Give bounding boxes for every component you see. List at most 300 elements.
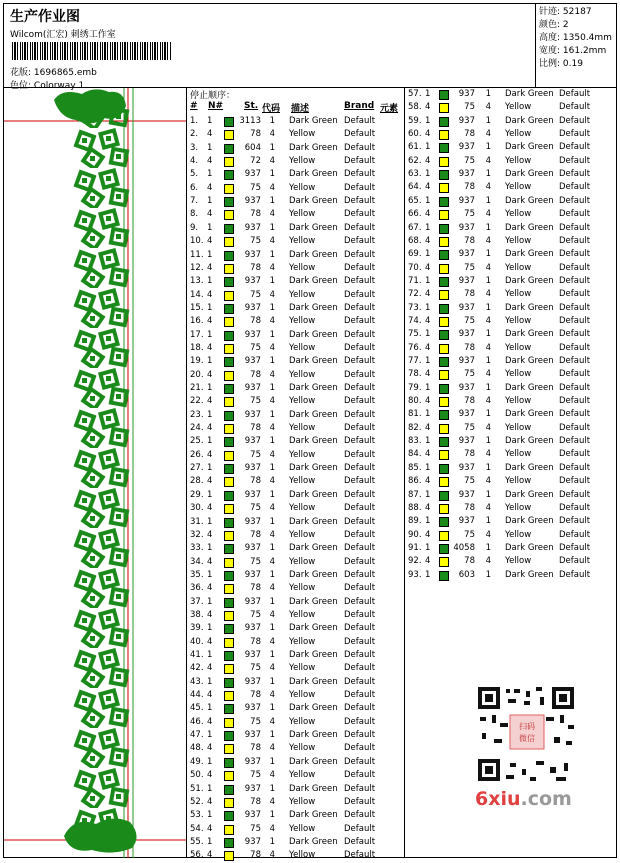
- needle-number: 1: [207, 409, 213, 420]
- brand: Default: [344, 329, 376, 340]
- color-code: 4: [269, 129, 275, 140]
- color-swatch: [224, 170, 234, 180]
- row-number: 44.: [190, 690, 204, 701]
- needle-number: 4: [207, 503, 213, 514]
- brand: Default: [559, 476, 591, 487]
- stitch-count: 78: [464, 182, 475, 193]
- color-code: 4: [269, 289, 275, 300]
- brand: Default: [344, 756, 376, 767]
- color-description: Dark Green: [289, 222, 338, 233]
- color-swatch: [224, 771, 234, 781]
- colorway-value: Colorway 1: [33, 81, 85, 91]
- color-description: Dark Green: [505, 489, 554, 500]
- color-description: Yellow: [289, 476, 316, 487]
- brand: Default: [559, 89, 591, 99]
- color-swatch: [439, 557, 449, 567]
- brand: Default: [559, 436, 591, 447]
- brand: Default: [559, 556, 591, 567]
- table-row: [187, 756, 404, 769]
- row-number: 8.: [190, 209, 199, 220]
- row-number: 23.: [190, 409, 204, 420]
- color-swatch: [439, 277, 449, 287]
- color-swatch: [224, 384, 234, 394]
- color-code: 1: [485, 569, 491, 580]
- needle-number: 1: [207, 516, 213, 527]
- table-row: [187, 208, 404, 221]
- color-code: 4: [269, 850, 275, 861]
- brand: Default: [344, 196, 376, 207]
- table-row: [187, 729, 404, 742]
- color-code: 1: [269, 169, 275, 180]
- row-number: 3.: [190, 142, 199, 153]
- color-description: Yellow: [505, 556, 532, 567]
- needle-number: 1: [207, 836, 213, 847]
- table-row: [187, 289, 404, 302]
- color-code: 1: [485, 275, 491, 286]
- table-row: [405, 368, 617, 381]
- stitch-count: 937: [244, 276, 261, 287]
- brand: Default: [344, 142, 376, 153]
- table-row: [405, 502, 617, 515]
- color-swatch: [439, 224, 449, 234]
- needle-number: 4: [425, 422, 431, 433]
- brand: Default: [344, 409, 376, 420]
- brand: Default: [344, 396, 376, 407]
- color-swatch: [439, 117, 449, 127]
- color-code: 4: [269, 583, 275, 594]
- color-description: Yellow: [289, 796, 316, 807]
- row-number: 46.: [190, 716, 204, 727]
- needle-number: 1: [207, 222, 213, 233]
- stitch-count: 604: [244, 142, 261, 153]
- stitch-count: 78: [464, 502, 475, 513]
- page-title: 生产作业图: [10, 9, 80, 25]
- stitch-count: 937: [244, 436, 261, 447]
- color-description: Dark Green: [289, 463, 338, 474]
- needle-number: 4: [207, 262, 213, 273]
- color-swatch: [439, 397, 449, 407]
- table-row: [405, 382, 617, 395]
- color-code: 1: [269, 196, 275, 207]
- needle-number: 1: [207, 302, 213, 313]
- needle-number: 1: [207, 249, 213, 260]
- color-swatch: [224, 197, 234, 207]
- color-swatch: [439, 370, 449, 380]
- needle-number: 1: [425, 569, 431, 580]
- color-code: 1: [269, 569, 275, 580]
- table-row: [405, 235, 617, 248]
- color-swatch: [224, 344, 234, 354]
- color-swatch: [224, 184, 234, 194]
- brand: Default: [344, 302, 376, 313]
- brand: Default: [344, 543, 376, 554]
- row-number: 72.: [408, 289, 422, 300]
- needle-number: 4: [425, 449, 431, 460]
- table-row: [187, 449, 404, 462]
- color-description: Yellow: [505, 182, 532, 193]
- stitch-count: 937: [244, 196, 261, 207]
- brand: Default: [344, 596, 376, 607]
- needle-number: 1: [425, 382, 431, 393]
- stitch-count: 4058: [453, 542, 475, 553]
- stitch-count: 937: [244, 409, 261, 420]
- color-description: Dark Green: [505, 329, 554, 340]
- table-row: [187, 783, 404, 796]
- color-swatch: [439, 317, 449, 327]
- brand: Default: [344, 262, 376, 273]
- color-swatch: [224, 731, 234, 741]
- needle-number: 1: [207, 142, 213, 153]
- row-number: 17.: [190, 329, 204, 340]
- color-swatch: [439, 504, 449, 514]
- table-row: [405, 168, 617, 181]
- needle-number: 4: [207, 690, 213, 701]
- brand: Default: [344, 116, 376, 126]
- stitch-count: 937: [458, 115, 475, 126]
- color-swatch: [224, 744, 234, 754]
- table-row: [187, 742, 404, 755]
- needle-number: 1: [207, 436, 213, 447]
- table-row: [187, 676, 404, 689]
- needle-number: 4: [207, 716, 213, 727]
- color-description: Yellow: [289, 262, 316, 273]
- color-description: Yellow: [289, 556, 316, 567]
- brand: Default: [559, 129, 591, 140]
- needle-number: 4: [207, 609, 213, 620]
- stitch-count: 78: [464, 449, 475, 460]
- row-number: 93.: [408, 569, 422, 580]
- color-swatch: [439, 424, 449, 434]
- needle-number: 4: [207, 743, 213, 754]
- brand: Default: [559, 289, 591, 300]
- needle-number: 4: [425, 342, 431, 353]
- brand: Default: [559, 342, 591, 353]
- spec-stitches: 针迹: 52187: [539, 7, 592, 17]
- color-swatch: [224, 371, 234, 381]
- color-swatch: [224, 157, 234, 167]
- stitch-count: 78: [250, 369, 261, 380]
- color-swatch: [224, 491, 234, 501]
- brand: Default: [344, 209, 376, 220]
- color-description: Dark Green: [505, 222, 554, 233]
- row-number: 32.: [190, 529, 204, 540]
- color-swatch: [439, 103, 449, 113]
- color-description: Yellow: [289, 369, 316, 380]
- table-row: [187, 689, 404, 702]
- stitch-count: 75: [250, 236, 261, 247]
- brand: Default: [559, 449, 591, 460]
- needle-number: 1: [425, 409, 431, 420]
- brand: Default: [559, 369, 591, 380]
- stitch-count: 937: [458, 169, 475, 180]
- row-number: 18.: [190, 342, 204, 353]
- color-description: Dark Green: [505, 542, 554, 553]
- color-code: 4: [269, 690, 275, 701]
- color-swatch: [439, 197, 449, 207]
- brand: Default: [344, 463, 376, 474]
- color-swatch: [439, 491, 449, 501]
- table-row: [187, 836, 404, 849]
- table-row: [405, 141, 617, 154]
- needle-number: 4: [425, 476, 431, 487]
- needle-number: 4: [425, 556, 431, 567]
- needle-number: 4: [425, 129, 431, 140]
- stitch-count: 937: [244, 543, 261, 554]
- color-swatch: [224, 304, 234, 314]
- spec-scale: 比例: 0.19: [539, 59, 583, 69]
- stitch-count: 75: [464, 315, 475, 326]
- color-code: 4: [269, 236, 275, 247]
- row-number: 66.: [408, 209, 422, 220]
- stitch-count: 75: [250, 182, 261, 193]
- row-number: 48.: [190, 743, 204, 754]
- needle-number: 4: [425, 289, 431, 300]
- color-description: Yellow: [289, 342, 316, 353]
- color-description: Yellow: [505, 422, 532, 433]
- stitch-count: 937: [244, 836, 261, 847]
- color-code: 1: [485, 89, 491, 99]
- needle-number: 4: [207, 342, 213, 353]
- color-code: 4: [485, 315, 491, 326]
- brand: Default: [559, 529, 591, 540]
- needle-number: 4: [425, 262, 431, 273]
- color-code: 4: [485, 342, 491, 353]
- needle-number: 4: [425, 155, 431, 166]
- stop-sequence-col-1: [187, 88, 405, 861]
- color-swatch: [224, 210, 234, 220]
- row-number: 42.: [190, 663, 204, 674]
- color-code: 1: [269, 703, 275, 714]
- brand: Default: [344, 503, 376, 514]
- color-description: Dark Green: [289, 169, 338, 180]
- needle-number: 1: [207, 676, 213, 687]
- row-number: 73.: [408, 302, 422, 313]
- stitch-count: 75: [464, 369, 475, 380]
- brand: Default: [559, 516, 591, 527]
- needle-number: 1: [207, 196, 213, 207]
- color-code: 1: [269, 463, 275, 474]
- brand: Default: [559, 249, 591, 260]
- stitch-count: 78: [464, 235, 475, 246]
- stitch-count: 78: [250, 690, 261, 701]
- color-description: Yellow: [289, 850, 316, 861]
- stitch-count: 75: [250, 770, 261, 781]
- color-swatch: [224, 664, 234, 674]
- brand: Default: [559, 182, 591, 193]
- needle-number: 4: [207, 556, 213, 567]
- needle-number: 1: [207, 569, 213, 580]
- color-description: Dark Green: [505, 169, 554, 180]
- table-row: [405, 288, 617, 301]
- color-code: 4: [485, 449, 491, 460]
- stitch-count: 78: [250, 796, 261, 807]
- stitch-count: 78: [250, 262, 261, 273]
- brand: Default: [559, 356, 591, 366]
- brand: Default: [344, 222, 376, 233]
- stitch-count: 78: [464, 129, 475, 140]
- row-number: 79.: [408, 382, 422, 393]
- color-description: Dark Green: [289, 836, 338, 847]
- brand: Default: [559, 302, 591, 313]
- needle-number: 1: [425, 142, 431, 153]
- stitch-count: 937: [458, 356, 475, 366]
- brand: Default: [559, 169, 591, 180]
- color-description: Yellow: [505, 129, 532, 140]
- needle-number: 1: [207, 383, 213, 393]
- specs-panel: [536, 4, 617, 88]
- color-description: Dark Green: [289, 409, 338, 420]
- stitch-count: 78: [464, 342, 475, 353]
- color-swatch: [224, 531, 234, 541]
- color-code: 4: [485, 262, 491, 273]
- needle-number: 4: [207, 850, 213, 861]
- needle-number: 4: [207, 823, 213, 834]
- color-swatch: [439, 330, 449, 340]
- stitch-count: 937: [244, 516, 261, 527]
- table-row: [405, 489, 617, 502]
- row-number: 43.: [190, 676, 204, 687]
- spec-width: 宽度: 161.2mm: [539, 46, 607, 56]
- color-description: Dark Green: [289, 569, 338, 580]
- brand: Default: [559, 409, 591, 420]
- table-row: [187, 636, 404, 649]
- color-code: 4: [485, 289, 491, 300]
- needle-number: 1: [207, 329, 213, 340]
- color-swatch: [224, 571, 234, 581]
- color-description: Yellow: [289, 182, 316, 193]
- color-code: 4: [485, 476, 491, 487]
- color-description: Yellow: [505, 476, 532, 487]
- brand: Default: [559, 235, 591, 246]
- row-number: 68.: [408, 235, 422, 246]
- color-description: Dark Green: [289, 810, 338, 821]
- color-swatch: [439, 250, 449, 260]
- header-panel: [4, 4, 536, 91]
- row-number: 51.: [190, 783, 204, 794]
- company-name: Wilcom(汇宏) 刺绣工作室: [10, 30, 116, 40]
- color-description: Dark Green: [289, 249, 338, 260]
- table-row: [187, 716, 404, 729]
- color-description: Yellow: [289, 423, 316, 434]
- table-row: [187, 516, 404, 529]
- row-number: 12.: [190, 262, 204, 273]
- color-swatch: [224, 798, 234, 808]
- color-swatch: [224, 224, 234, 234]
- row-number: 60.: [408, 129, 422, 140]
- stitch-count: 937: [458, 382, 475, 393]
- table-row: [187, 115, 404, 128]
- stitch-count: 75: [250, 503, 261, 514]
- color-description: Dark Green: [289, 623, 338, 634]
- stitch-count: 937: [244, 222, 261, 233]
- color-swatch: [439, 157, 449, 167]
- color-code: 1: [485, 115, 491, 126]
- color-description: Yellow: [505, 102, 532, 113]
- stitch-count: 937: [458, 436, 475, 447]
- row-number: 9.: [190, 222, 199, 233]
- color-code: 1: [269, 783, 275, 794]
- color-swatch: [439, 571, 449, 581]
- brand: Default: [344, 529, 376, 540]
- stitch-count: 937: [458, 195, 475, 206]
- color-code: 1: [269, 650, 275, 660]
- row-number: 65.: [408, 195, 422, 206]
- brand: Default: [344, 169, 376, 180]
- barcode: [12, 42, 172, 60]
- row-number: 83.: [408, 436, 422, 447]
- color-description: Yellow: [505, 235, 532, 246]
- color-swatch: [439, 210, 449, 220]
- table-row: [187, 809, 404, 822]
- stitch-count: 78: [250, 529, 261, 540]
- color-code: 1: [269, 623, 275, 634]
- color-code: 1: [269, 329, 275, 340]
- needle-number: 4: [207, 583, 213, 594]
- stitch-count: 937: [244, 676, 261, 687]
- row-number: 31.: [190, 516, 204, 527]
- stitch-count: 937: [244, 249, 261, 260]
- stitch-count: 937: [244, 302, 261, 313]
- brand: Default: [559, 462, 591, 473]
- color-description: Yellow: [289, 823, 316, 834]
- table-row: [405, 422, 617, 435]
- stitch-count: 937: [244, 569, 261, 580]
- row-number: 84.: [408, 449, 422, 460]
- embroidery-design: [4, 88, 187, 858]
- stitch-count: 78: [464, 556, 475, 567]
- color-code: 4: [269, 503, 275, 514]
- color-code: 1: [269, 142, 275, 153]
- color-swatch: [224, 584, 234, 594]
- needle-number: 4: [425, 102, 431, 113]
- stitch-count: 937: [244, 463, 261, 474]
- brand: Default: [559, 222, 591, 233]
- color-code: 1: [485, 302, 491, 313]
- table-row: [405, 475, 617, 488]
- color-code: 4: [485, 155, 491, 166]
- row-number: 67.: [408, 222, 422, 233]
- color-description: Yellow: [289, 129, 316, 140]
- color-code: 4: [269, 342, 275, 353]
- row-number: 91.: [408, 542, 422, 553]
- table-row: [405, 208, 617, 221]
- table-row: [405, 462, 617, 475]
- row-number: 47.: [190, 730, 204, 741]
- needle-number: 1: [425, 275, 431, 286]
- row-number: 80.: [408, 396, 422, 407]
- needle-number: 1: [425, 169, 431, 180]
- needle-number: 4: [207, 129, 213, 140]
- table-row: [405, 569, 617, 582]
- color-description: Dark Green: [289, 302, 338, 313]
- brand: Default: [344, 569, 376, 580]
- needle-number: 1: [207, 810, 213, 821]
- stitch-count: 78: [250, 209, 261, 220]
- row-number: 2.: [190, 129, 199, 140]
- table-row: [187, 569, 404, 582]
- row-number: 26.: [190, 449, 204, 460]
- row-number: 33.: [190, 543, 204, 554]
- needle-number: 1: [425, 89, 431, 99]
- needle-number: 1: [207, 489, 213, 500]
- color-swatch: [224, 291, 234, 301]
- brand: Default: [344, 609, 376, 620]
- table-row: [187, 382, 404, 395]
- row-number: 76.: [408, 342, 422, 353]
- table-row: [405, 542, 617, 555]
- color-swatch: [439, 517, 449, 527]
- color-swatch: [224, 825, 234, 835]
